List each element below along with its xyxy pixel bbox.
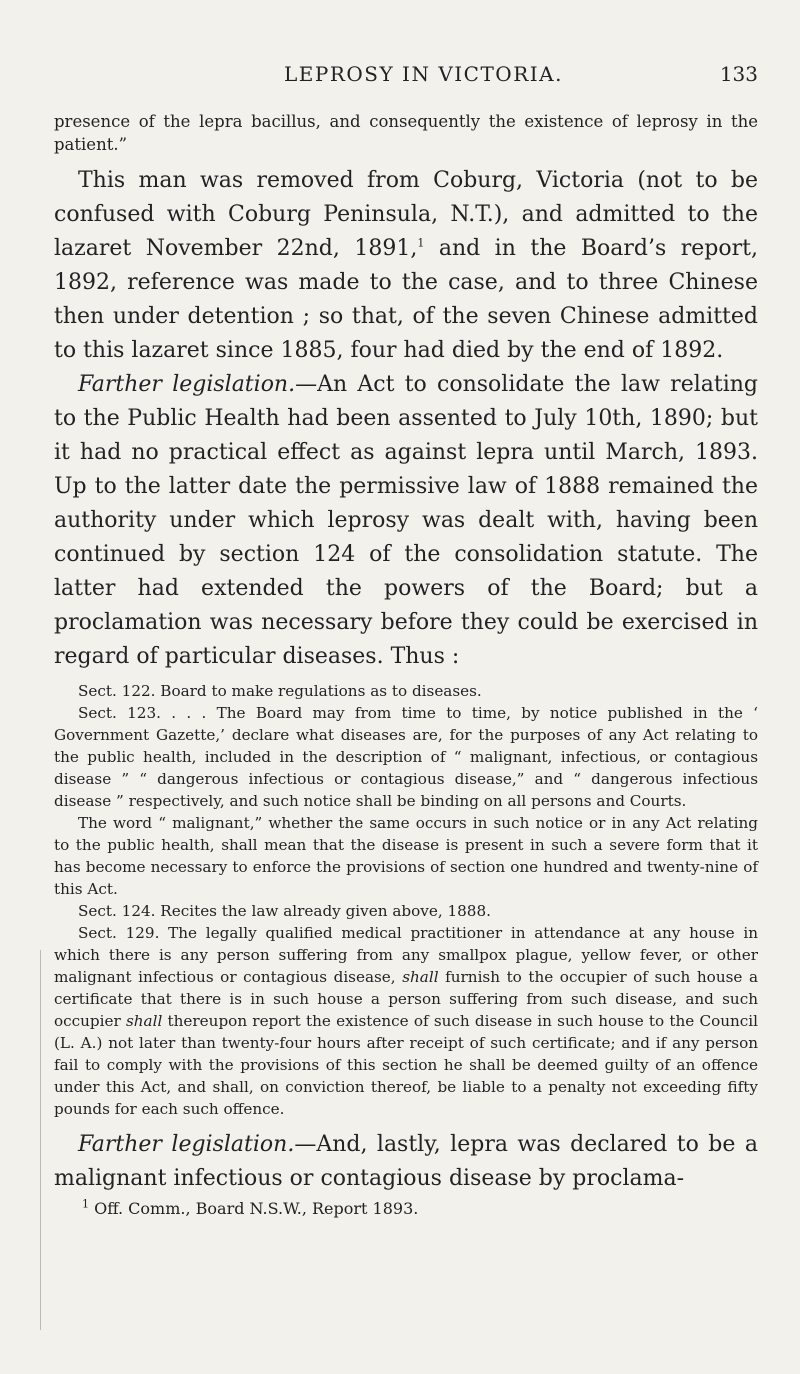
footnote-reference: 1 [417,236,425,250]
emphasis-shall: shall [402,968,439,986]
page-gutter-shadow [40,950,41,1330]
paragraph-text: This man was removed from Coburg, Victoria (not to be confused with Coburg Peninsula, N.T.), and admitted to the lazaret November 22nd, 1891, [54,168,758,261]
statute-malignant-definition: The word “ malignant,” whether the same occurs in such notice or in any Act relating to the public health, shall mean that the disease is present in such a severe form that it has become necessary to enforce the provisions of section one hundred and twenty-nine of this Act. [54,814,758,898]
page-number: 133 [719,62,758,86]
page-header [54,62,758,92]
statute-text: thereupon report the existence of such disease in such house to the Council (L. A.) not later than twenty-four hours after receipt of such certificate; and if any person fail to comply with the provisions of this section he shall be deemed guilty of an offence under this Act, and shall, on conviction thereof, be liable to a penalty not exceeding fifty pounds for each such offence. [54,1012,759,1118]
body-text [54,110,758,1220]
paragraph-text: and in the Board’s report, 1892, reference was made to the case, and to three Chinese then under detention ; so that, of the seven Chinese admitted to this lazaret since 1885, four had died by the end of 1892. [54,236,758,363]
emphasis-shall: shall [125,1012,163,1030]
statute-quotation [54,680,758,1120]
statute-text: Sect. 129. The legally qualified medical practitioner in attendance at any house in which there is any person suffering from any smallpox plague, yellow fever, or other malignant infectious or contagious disease, [54,924,758,986]
statute-section-123: Sect. 123. . . . The Board may from time to time, by notice published in the ‘ Government Gazette,’ declare what diseases are, for the purposes of any Act relating to the public health, included in the description of “ malignant, infectious, or contagious disease ” “ dangerous infectious or contagious disease,” and “ dangerous infectious disease ” respectively, and such notice shall be binding on all persons and Courts. [54,704,758,810]
paragraph-continuation: presence of the lepra bacillus, and consequently the existence of leprosy in the patient.” [54,112,758,154]
paragraph-coburg-case [54,164,758,368]
paragraph-farther-legislation [54,368,758,674]
paragraph-final-legislation [54,1128,758,1196]
statute-section-129 [54,922,758,1120]
running-title: LEPROSY IN VICTORIA. [284,62,563,86]
paragraph-text: —And, lastly, lepra was declared to be a malignant infectious or contagious disease by proclama- [54,1132,758,1191]
statute-section-122: Sect. 122. Board to make regulations as to diseases. [78,682,482,700]
statute-section-124: Sect. 124. Recites the law already given above, 1888. [78,902,491,920]
footnote-mark: 1 [82,1197,89,1211]
section-heading: Farther legislation. [78,1132,295,1157]
section-heading: Farther legislation. [78,372,296,397]
paragraph-text: —An Act to consolidate the law relating to the Public Health had been assented to July 10th, 1890; but it had no practical effect as against lepra until March, 1893. Up to the latter date the permissive law of 1888 remained the authority under which leprosy was dealt with, having been continued by section 124 of the consolidation statute. The latter had extended the powers of the Board; but a proclamation was necessary before they could be exercised in regard of particular diseases. Thus : [54,372,758,669]
statute-text: furnish to the occupier of such house a certificate that there is in such house a person suffering from such disease, and such occupier [54,968,758,1030]
footnote [54,1198,758,1220]
footnote-text: Off. Comm., Board N.S.W., Report 1893. [89,1199,419,1218]
